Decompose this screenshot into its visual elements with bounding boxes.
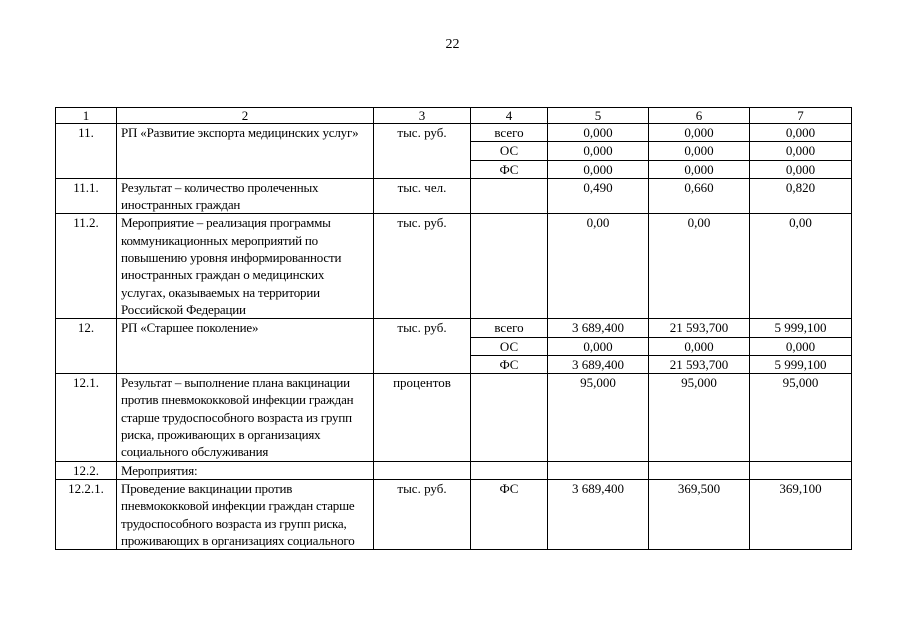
row-unit: тыс. руб.: [374, 214, 471, 319]
value-col7: 0,00: [750, 214, 852, 319]
value-col7: [750, 461, 852, 479]
value-col5: 0,000: [548, 337, 649, 355]
column-header-6: 6: [649, 108, 750, 124]
value-col6: 0,660: [649, 178, 750, 214]
column-number-row: [56, 108, 852, 124]
row-source: [471, 214, 548, 319]
row-source: ОС: [471, 337, 548, 355]
value-col6: 21 593,700: [649, 319, 750, 337]
row-unit: тыс. руб.: [374, 124, 471, 179]
column-header-7: 7: [750, 108, 852, 124]
row-unit: тыс. чел.: [374, 178, 471, 214]
value-col5: 0,00: [548, 214, 649, 319]
row-source: [471, 178, 548, 214]
column-header-5: 5: [548, 108, 649, 124]
row-source: ФС: [471, 479, 548, 549]
value-col5: 3 689,400: [548, 319, 649, 337]
row-source: всего: [471, 124, 548, 142]
row-unit: тыс. руб.: [374, 479, 471, 549]
value-col7: 0,000: [750, 337, 852, 355]
value-col7: 0,000: [750, 124, 852, 142]
table-row: [56, 178, 852, 214]
value-col6: 0,000: [649, 160, 750, 178]
column-header-2: 2: [117, 108, 374, 124]
row-name: РП «Старшее поколение»: [117, 319, 374, 374]
row-name: Мероприятие – реализация программы коммуникационных мероприятий по повышению уровня информированности иностранных граждан о медицинских услугах, оказываемых на территории Российской Федерации: [117, 214, 374, 319]
value-col6: [649, 461, 750, 479]
value-col7: 369,100: [750, 479, 852, 549]
value-col7: 0,000: [750, 142, 852, 160]
row-unit: процентов: [374, 374, 471, 461]
row-number: 11.1.: [56, 178, 117, 214]
row-number: 12.2.: [56, 461, 117, 479]
table-row: [56, 214, 852, 319]
value-col7: 95,000: [750, 374, 852, 461]
column-header-4: 4: [471, 108, 548, 124]
value-col5: 0,490: [548, 178, 649, 214]
row-unit: [374, 461, 471, 479]
value-col7: 5 999,100: [750, 355, 852, 373]
row-number: 11.2.: [56, 214, 117, 319]
value-col5: 0,000: [548, 124, 649, 142]
row-source: [471, 374, 548, 461]
table-row: [56, 461, 852, 479]
row-name: Мероприятия:: [117, 461, 374, 479]
table-row: [56, 479, 852, 549]
value-col5: 95,000: [548, 374, 649, 461]
row-source: ОС: [471, 142, 548, 160]
row-source: ФС: [471, 160, 548, 178]
value-col5: 0,000: [548, 142, 649, 160]
row-name: Результат – выполнение плана вакцинации против пневмококковой инфекции граждан старше трудоспособного возраста из групп риска, проживающих в организациях социального обслуживания: [117, 374, 374, 461]
value-col5: [548, 461, 649, 479]
column-header-1: 1: [56, 108, 117, 124]
value-col5: 0,000: [548, 160, 649, 178]
row-name: Результат – количество пролеченных иностранных граждан: [117, 178, 374, 214]
row-number: 11.: [56, 124, 117, 179]
value-col6: 369,500: [649, 479, 750, 549]
value-col6: 0,000: [649, 124, 750, 142]
row-number: 12.1.: [56, 374, 117, 461]
row-name: РП «Развитие экспорта медицинских услуг»: [117, 124, 374, 179]
value-col6: 21 593,700: [649, 355, 750, 373]
row-unit: тыс. руб.: [374, 319, 471, 374]
row-source: [471, 461, 548, 479]
row-number: 12.: [56, 319, 117, 374]
page-number: 22: [445, 37, 460, 52]
value-col6: 95,000: [649, 374, 750, 461]
table-row: [56, 374, 852, 461]
table-row: [56, 319, 852, 337]
value-col7: 0,820: [750, 178, 852, 214]
value-col5: 3 689,400: [548, 355, 649, 373]
column-header-3: 3: [374, 108, 471, 124]
row-number: 12.2.1.: [56, 479, 117, 549]
row-source: ФС: [471, 355, 548, 373]
value-col6: 0,000: [649, 142, 750, 160]
budget-table: [55, 107, 852, 550]
value-col6: 0,000: [649, 337, 750, 355]
table-row: [56, 124, 852, 142]
row-source: всего: [471, 319, 548, 337]
value-col5: 3 689,400: [548, 479, 649, 549]
value-col6: 0,00: [649, 214, 750, 319]
value-col7: 5 999,100: [750, 319, 852, 337]
value-col7: 0,000: [750, 160, 852, 178]
row-name: Проведение вакцинации против пневмококковой инфекции граждан старше трудоспособного возраста из групп риска, проживающих в организациях социального: [117, 479, 374, 549]
